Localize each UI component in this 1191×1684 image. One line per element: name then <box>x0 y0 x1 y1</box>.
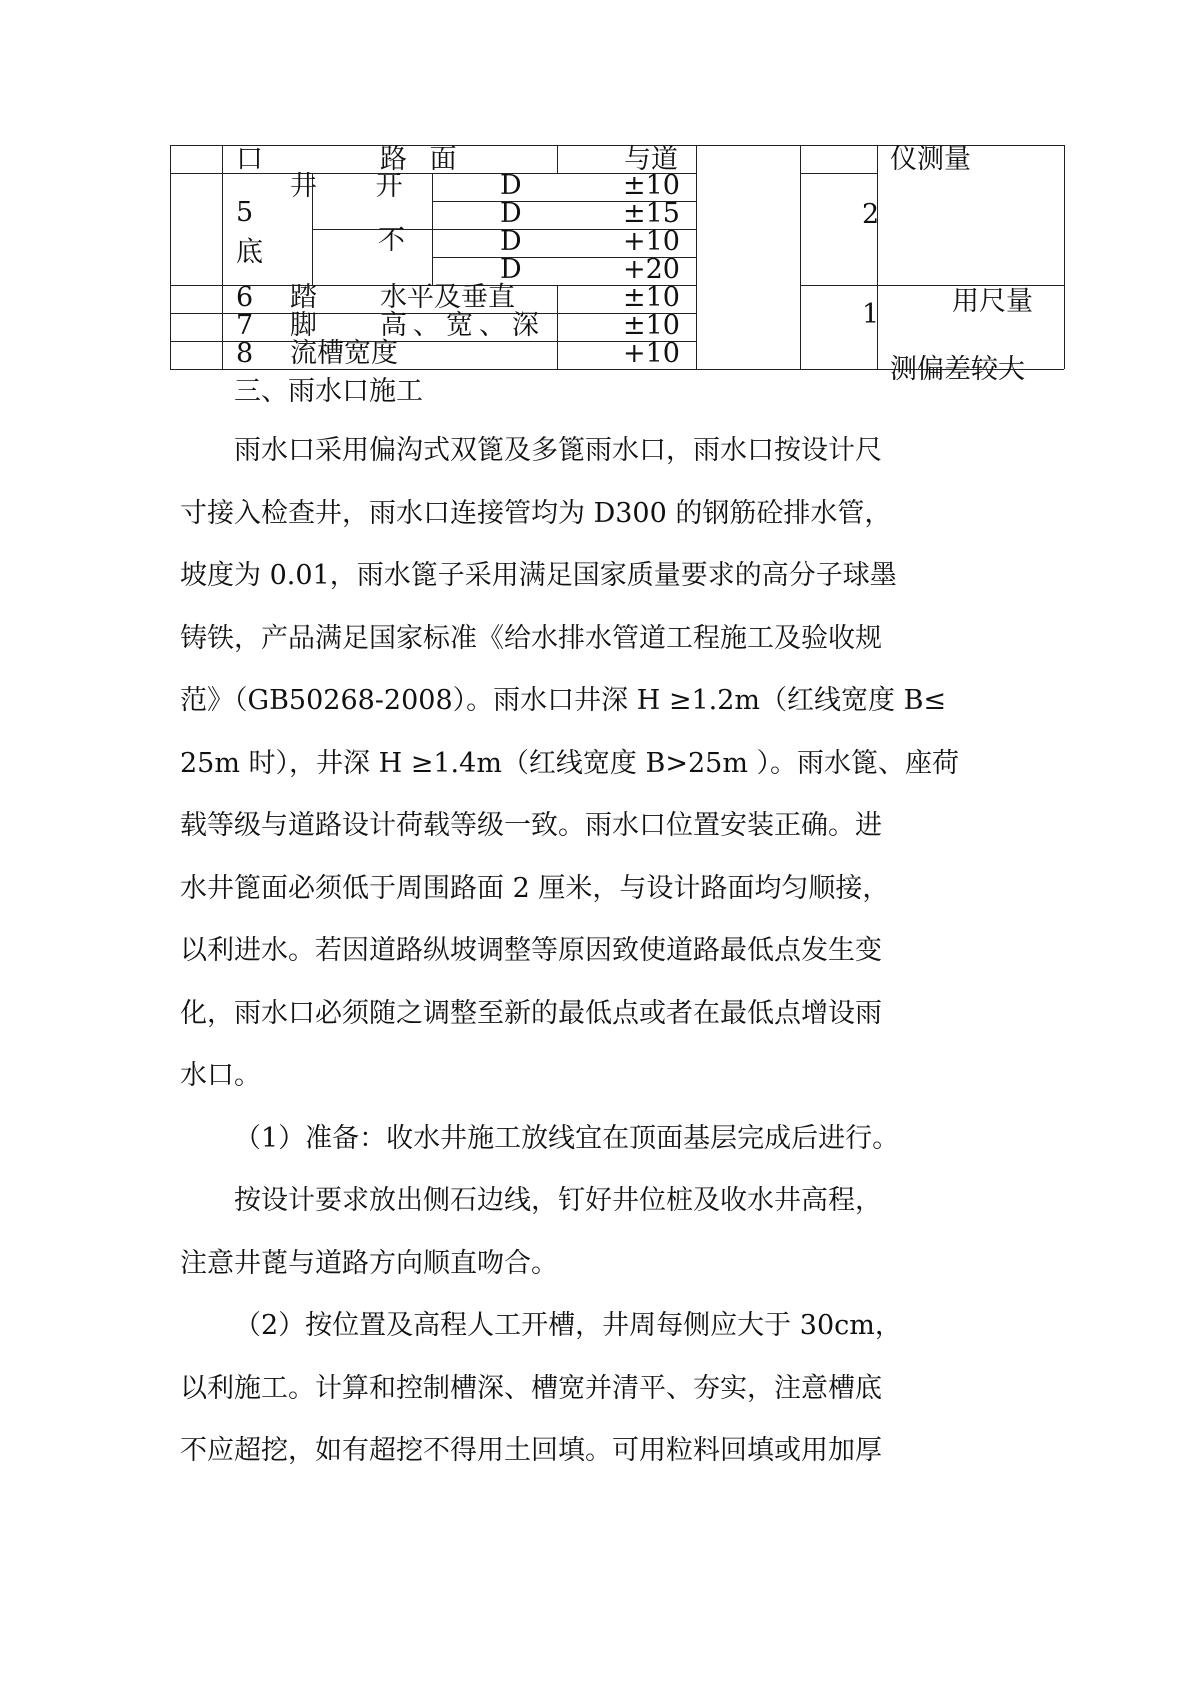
table-cell: +10 <box>623 226 680 257</box>
table-cell: 8 <box>236 338 254 369</box>
paragraph-line: 化，雨水口必须随之调整至新的最低点或者在最低点增设雨 <box>180 997 882 1029</box>
table-line <box>432 173 433 285</box>
table-cell: D <box>500 198 522 229</box>
table-cell: 仪测量 <box>890 144 971 175</box>
paragraph-rain-inlet <box>180 420 1020 1108</box>
paragraph-line: 以利进水。若因道路纵坡调整等原因致使道路最低点发生变 <box>180 935 882 966</box>
table-cell: D <box>500 254 522 285</box>
table-cell: 1 <box>862 299 880 330</box>
table-cell: 2 <box>862 199 880 230</box>
table-cell: 不 <box>378 225 405 256</box>
paragraph-line: （2）按位置及高程人工开槽，井周每侧应大于 30cm， <box>234 1310 902 1341</box>
table-line <box>170 145 171 369</box>
table-line <box>800 145 801 369</box>
table-line <box>557 285 558 369</box>
table-line <box>170 173 222 174</box>
table-cell: ±10 <box>623 310 680 341</box>
section-heading: 三、雨水口施工 <box>234 376 423 407</box>
table-cell: +20 <box>623 254 680 285</box>
table-cell: ±10 <box>623 170 680 201</box>
table-cell: D <box>500 226 522 257</box>
paragraph-line: 25m 时），井深 H ≥1.4m（红线宽度 B>25m ）。雨水篦、座荷 <box>180 747 960 779</box>
paragraph-layout <box>180 1170 1020 1295</box>
table-cell: 脚 <box>290 310 317 341</box>
paragraph-line: 载等级与道路设计荷载等级一致。雨水口位置安装正确。进 <box>180 810 882 841</box>
table-cell: 流槽宽度 <box>290 338 398 369</box>
table-cell: 6 <box>236 282 254 313</box>
table-line <box>557 145 558 173</box>
paragraph-line: 注意井蓖与道路方向顺直吻合。 <box>180 1247 558 1279</box>
table-cell: 用尺量 <box>952 286 1033 317</box>
table-cell: 高、宽、深 <box>380 310 545 341</box>
paragraph-line: 按设计要求放出侧石边线，钉好井位桩及收水井高程， <box>234 1185 882 1216</box>
table-cell: 踏 <box>290 282 317 313</box>
paragraph-line: 水井篦面必须低于周围路面 2 厘米，与设计路面均匀顺接， <box>180 872 890 904</box>
table-line <box>1064 145 1065 369</box>
table-cell: 水平及垂直 <box>380 282 515 313</box>
table-cell: ±15 <box>623 198 680 229</box>
table-line <box>800 173 877 174</box>
table-cell: 底 <box>236 237 263 268</box>
paragraph-line: 以利施工。计算和控制槽深、槽宽并清平、夯实，注意槽底 <box>180 1372 882 1404</box>
table-cell: +10 <box>623 338 680 369</box>
paragraph-line: 水口。 <box>180 1060 261 1091</box>
paragraph-step-2 <box>180 1295 1020 1483</box>
paragraph-line: 寸接入检查井，雨水口连接管均为 D300 的钢筋砼排水管， <box>180 497 892 529</box>
table-cell: ±10 <box>623 282 680 313</box>
paragraph-line: 坡度为 0.01，雨水篦子采用满足国家质量要求的高分子球墨 <box>180 560 897 591</box>
paragraph-line: （1）准备：收水井施工放线宜在顶面基层完成后进行。 <box>234 1123 900 1154</box>
table-cell: 与道 <box>624 144 678 175</box>
table-cell: D <box>500 170 522 201</box>
paragraph-line: 范》（GB50268-2008）。雨水口井深 H ≥1.2m（红线宽度 B≤ <box>180 685 947 716</box>
paragraph-line: 铸铁，产品满足国家标准《给水排水管道工程施工及验收规 <box>180 622 882 654</box>
paragraph-line: 不应超挖，如有超挖不得用土回填。可用粒料回填或用加厚 <box>180 1435 882 1466</box>
table-cell: 路 面 <box>380 144 457 175</box>
table-cell: 口 <box>236 144 263 175</box>
paragraph-line: 雨水口采用偏沟式双篦及多篦雨水口，雨水口按设计尺 <box>234 435 882 466</box>
table-cell: 5 <box>236 197 254 228</box>
table-cell: 测偏差较大 <box>890 354 1025 385</box>
table-line <box>877 145 878 369</box>
table-cell: 7 <box>236 310 254 341</box>
table-line <box>222 145 223 369</box>
table-cell: 井 开 <box>290 171 403 202</box>
table-line <box>696 145 697 369</box>
paragraph-step-1 <box>234 1108 1074 1171</box>
tolerance-table <box>0 0 1191 400</box>
